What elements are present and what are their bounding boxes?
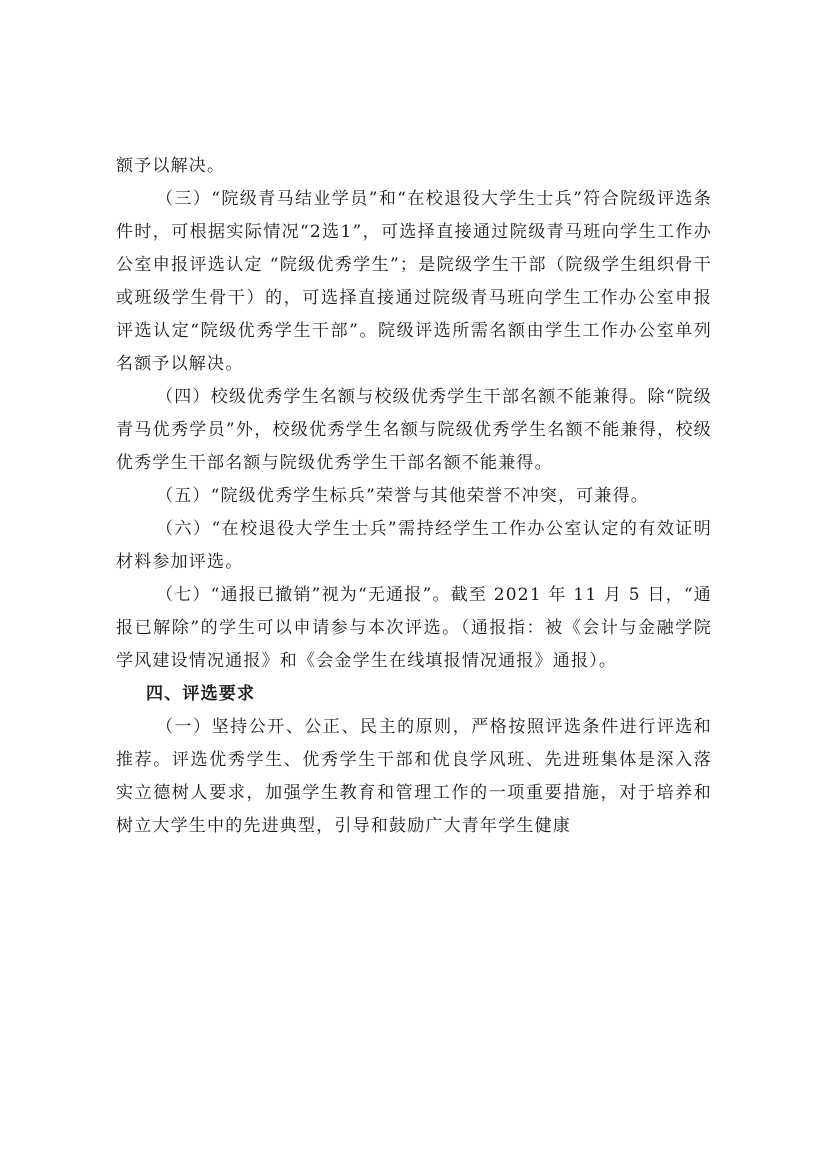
paragraph-item-6: （六）“在校退役大学生士兵”需持经学生工作办公室认定的有效证明材料参加评选。	[116, 519, 712, 572]
paragraph-item-5: （五）“院级优秀学生标兵”荣誉与其他荣誉不冲突，可兼得。	[156, 486, 649, 506]
paragraph-item-3: （三）“院级青马结业学员”和“在校退役大学生士兵”符合院级评选条件时，可根据实际情况“2选1”，可选择直接通过院级青马班向学生工作办公室申报评选认定 “院级优秀学生”；是院级学生干部（院级学生组织骨干或班级学生骨干）的，可选择直接通过院级青马班向学生工作办公室申报评选认定“院级优秀学生干部”。院级评选所需名额由学生工作办公室单列名额予以解决。	[116, 189, 712, 374]
document-body	[116, 150, 712, 843]
paragraph-requirement-1: （一）坚持公开、公正、民主的原则，严格按照评选条件进行评选和推荐。评选优秀学生、优秀学生干部和优良学风班、先进班集体是深入落实立德树人要求，加强学生教育和管理工作的一项重要措施，对于培养和树立大学生中的先进典型，引导和鼓励广大青年学生健康	[116, 717, 712, 836]
paragraph-item-7: （七）“通报已撤销”视为“无通报”。截至 2021 年 11 月 5 日，“通报已解除”的学生可以申请参与本次评选。（通报指：被《会计与金融学院学风建设情况通报》和《会金学生在线填报情况通报》通报）。	[116, 585, 712, 671]
section-heading: 四、评选要求	[146, 684, 256, 704]
paragraph-continuation: 额予以解决。	[116, 156, 226, 176]
paragraph-item-4: （四）校级优秀学生名额与校级优秀学生干部名额不能兼得。除“院级青马优秀学员”外，校级优秀学生名额与院级优秀学生名额不能兼得，校级优秀学生干部名额与院级优秀学生干部名额不能兼得。	[116, 387, 712, 473]
